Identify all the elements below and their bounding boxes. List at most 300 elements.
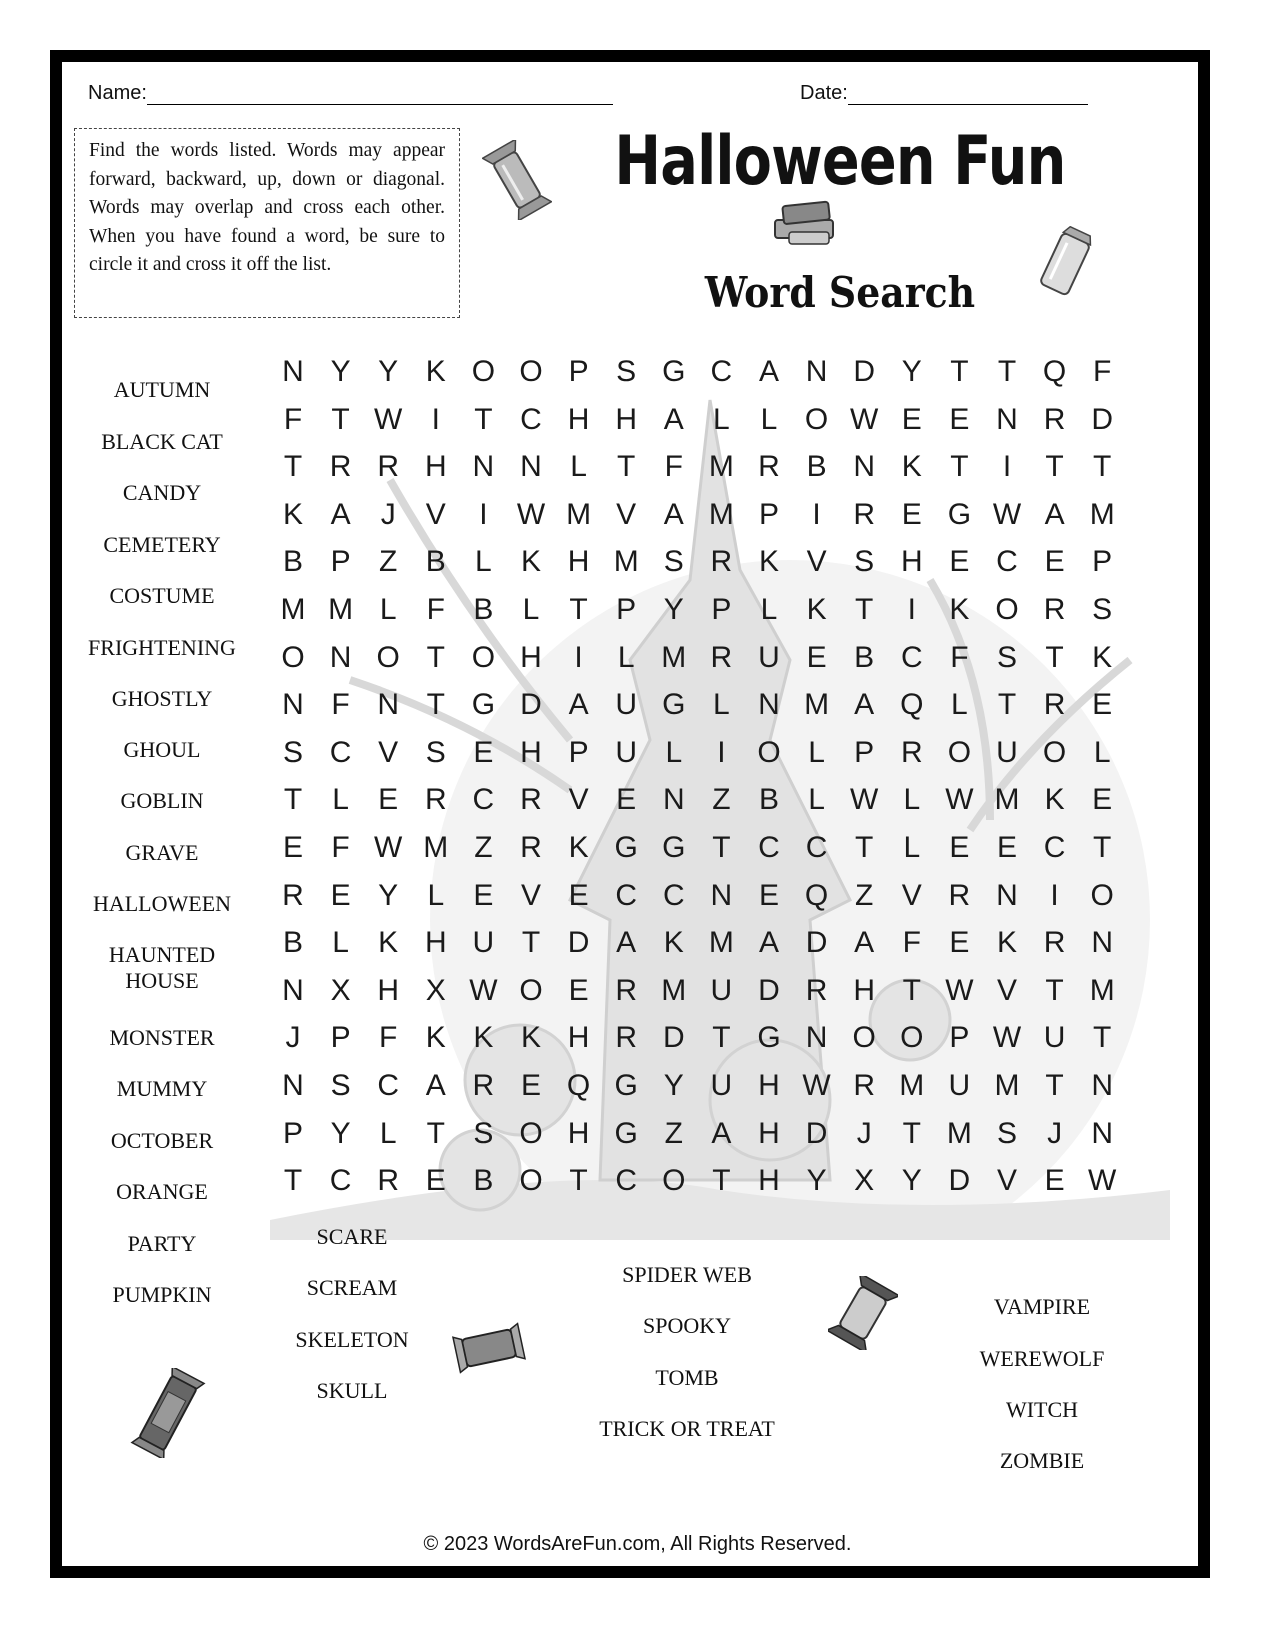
- grid-letter[interactable]: I: [1050, 878, 1059, 912]
- grid-letter[interactable]: T: [426, 640, 445, 674]
- grid-letter[interactable]: O: [519, 1116, 543, 1150]
- grid-letter[interactable]: A: [711, 1116, 732, 1150]
- grid-letter[interactable]: N: [282, 1069, 304, 1102]
- grid-letter[interactable]: L: [903, 831, 921, 864]
- grid-letter[interactable]: E: [616, 783, 637, 817]
- grid-letter[interactable]: R: [615, 973, 638, 1007]
- grid-letter[interactable]: Z: [379, 545, 398, 579]
- grid-letter[interactable]: L: [332, 926, 349, 960]
- grid-letter[interactable]: V: [996, 1164, 1017, 1198]
- grid-letter[interactable]: R: [520, 783, 542, 817]
- grid-letter[interactable]: E: [996, 831, 1017, 864]
- grid-letter[interactable]: R: [615, 1021, 638, 1055]
- grid-letter[interactable]: V: [425, 497, 446, 531]
- grid-letter[interactable]: N: [520, 450, 542, 484]
- grid-letter[interactable]: T: [855, 831, 874, 864]
- grid-letter[interactable]: O: [995, 593, 1019, 626]
- grid-letter[interactable]: R: [377, 1164, 400, 1198]
- grid-letter[interactable]: M: [708, 926, 734, 960]
- grid-letter[interactable]: D: [758, 973, 780, 1007]
- grid-letter[interactable]: S: [663, 545, 684, 579]
- grid-letter[interactable]: H: [853, 973, 876, 1007]
- grid-letter[interactable]: R: [710, 640, 733, 674]
- grid-letter[interactable]: D: [805, 926, 828, 960]
- grid-letter[interactable]: O: [757, 735, 781, 769]
- grid-letter[interactable]: N: [758, 688, 780, 722]
- grid-letter[interactable]: E: [378, 783, 399, 817]
- grid-letter[interactable]: E: [901, 402, 922, 436]
- grid-letter[interactable]: S: [996, 1116, 1017, 1150]
- grid-letter[interactable]: R: [900, 735, 923, 769]
- grid-letter[interactable]: M: [708, 497, 734, 531]
- grid-letter[interactable]: O: [281, 640, 305, 674]
- grid-letter[interactable]: R: [1043, 688, 1066, 722]
- grid-letter[interactable]: T: [283, 450, 303, 484]
- grid-letter[interactable]: D: [805, 1116, 828, 1150]
- grid-letter[interactable]: R: [472, 1069, 495, 1102]
- grid-letter[interactable]: K: [758, 545, 779, 579]
- grid-letter[interactable]: R: [805, 973, 828, 1007]
- grid-letter[interactable]: I: [1002, 450, 1012, 484]
- grid-letter[interactable]: A: [663, 402, 684, 436]
- grid-letter[interactable]: N: [329, 640, 352, 674]
- grid-letter[interactable]: I: [812, 497, 821, 531]
- grid-letter[interactable]: H: [424, 926, 447, 960]
- grid-letter[interactable]: S: [425, 735, 446, 769]
- grid-letter[interactable]: Z: [474, 831, 493, 864]
- grid-letter[interactable]: L: [379, 1116, 397, 1150]
- grid-letter[interactable]: Y: [330, 1116, 351, 1150]
- grid-letter[interactable]: M: [280, 593, 306, 626]
- grid-letter[interactable]: I: [574, 640, 583, 674]
- grid-letter[interactable]: R: [1043, 593, 1066, 626]
- grid-letter[interactable]: E: [330, 878, 351, 912]
- grid-letter[interactable]: X: [425, 973, 446, 1007]
- grid-letter[interactable]: G: [614, 1116, 638, 1150]
- grid-letter[interactable]: G: [662, 688, 686, 722]
- grid-letter[interactable]: Z: [855, 878, 874, 912]
- grid-letter[interactable]: G: [947, 497, 972, 531]
- grid-letter[interactable]: M: [946, 1116, 972, 1150]
- grid-letter[interactable]: G: [614, 1069, 638, 1102]
- grid-letter[interactable]: P: [568, 355, 589, 388]
- date-line[interactable]: [848, 86, 1088, 105]
- grid-letter[interactable]: K: [520, 545, 541, 579]
- grid-letter[interactable]: Z: [664, 1116, 683, 1150]
- grid-letter[interactable]: M: [423, 831, 449, 864]
- grid-letter[interactable]: E: [806, 640, 827, 674]
- grid-letter[interactable]: T: [712, 831, 731, 864]
- grid-letter[interactable]: T: [950, 355, 969, 388]
- grid-letter[interactable]: R: [710, 545, 733, 579]
- date-field[interactable]: [800, 82, 1088, 105]
- grid-letter[interactable]: C: [1043, 831, 1066, 864]
- grid-letter[interactable]: K: [949, 593, 970, 626]
- grid-letter[interactable]: X: [854, 1164, 875, 1198]
- grid-letter[interactable]: Y: [663, 1069, 684, 1102]
- grid-letter[interactable]: Q: [900, 688, 924, 722]
- grid-letter[interactable]: L: [903, 783, 921, 817]
- grid-letter[interactable]: B: [806, 450, 827, 484]
- grid-letter[interactable]: E: [949, 831, 970, 864]
- grid-letter[interactable]: F: [1093, 355, 1112, 388]
- grid-letter[interactable]: C: [710, 355, 733, 388]
- grid-letter[interactable]: C: [520, 402, 542, 436]
- grid-letter[interactable]: F: [950, 640, 969, 674]
- grid-letter[interactable]: W: [945, 783, 974, 817]
- grid-letter[interactable]: K: [663, 926, 684, 960]
- grid-letter[interactable]: L: [713, 688, 730, 722]
- grid-letter[interactable]: O: [1042, 735, 1067, 769]
- grid-letter[interactable]: R: [948, 878, 971, 912]
- grid-letter[interactable]: N: [1091, 926, 1114, 960]
- grid-letter[interactable]: T: [712, 1164, 731, 1198]
- grid-letter[interactable]: M: [994, 783, 1020, 817]
- grid-letter[interactable]: D: [1091, 402, 1114, 436]
- grid-letter[interactable]: M: [661, 973, 687, 1007]
- grid-letter[interactable]: G: [614, 831, 638, 864]
- grid-letter[interactable]: S: [1092, 593, 1113, 626]
- grid-letter[interactable]: U: [996, 735, 1018, 769]
- grid-letter[interactable]: K: [520, 1021, 541, 1055]
- grid-letter[interactable]: L: [570, 450, 587, 484]
- grid-letter[interactable]: A: [616, 926, 637, 960]
- grid-letter[interactable]: L: [475, 545, 492, 579]
- grid-letter[interactable]: Y: [378, 355, 399, 388]
- grid-letter[interactable]: A: [854, 688, 875, 722]
- grid-letter[interactable]: A: [663, 497, 684, 531]
- grid-letter[interactable]: T: [1093, 1021, 1112, 1055]
- grid-letter[interactable]: E: [949, 402, 970, 436]
- grid-letter[interactable]: N: [282, 688, 304, 722]
- grid-letter[interactable]: N: [805, 1021, 828, 1055]
- grid-letter[interactable]: M: [994, 1069, 1020, 1102]
- grid-letter[interactable]: Y: [663, 593, 684, 626]
- grid-letter[interactable]: Y: [330, 355, 351, 388]
- grid-letter[interactable]: E: [949, 545, 970, 579]
- grid-letter[interactable]: W: [469, 973, 498, 1007]
- grid-letter[interactable]: L: [951, 688, 968, 722]
- grid-letter[interactable]: P: [1092, 545, 1113, 579]
- grid-letter[interactable]: T: [1045, 640, 1064, 674]
- grid-letter[interactable]: D: [567, 926, 590, 960]
- grid-letter[interactable]: T: [855, 593, 874, 626]
- grid-letter[interactable]: O: [519, 355, 543, 388]
- grid-letter[interactable]: C: [329, 1164, 352, 1198]
- grid-letter[interactable]: O: [1090, 878, 1114, 912]
- grid-letter[interactable]: Y: [806, 1164, 827, 1198]
- grid-letter[interactable]: N: [996, 878, 1018, 912]
- grid-letter[interactable]: G: [662, 355, 686, 388]
- grid-letter[interactable]: R: [329, 450, 352, 484]
- grid-letter[interactable]: H: [758, 1164, 780, 1198]
- grid-letter[interactable]: V: [378, 735, 399, 769]
- grid-letter[interactable]: W: [850, 402, 879, 436]
- grid-letter[interactable]: O: [471, 355, 496, 388]
- grid-letter[interactable]: R: [520, 831, 542, 864]
- grid-letter[interactable]: K: [1092, 640, 1113, 674]
- grid-letter[interactable]: M: [1089, 497, 1115, 531]
- grid-letter[interactable]: W: [992, 497, 1022, 531]
- grid-letter[interactable]: W: [516, 497, 546, 531]
- grid-letter[interactable]: R: [758, 450, 780, 484]
- grid-letter[interactable]: D: [662, 1021, 685, 1055]
- grid-letter[interactable]: D: [853, 355, 876, 388]
- grid-letter[interactable]: S: [854, 545, 875, 579]
- grid-letter[interactable]: A: [330, 497, 351, 531]
- grid-letter[interactable]: V: [568, 783, 589, 817]
- grid-letter[interactable]: K: [473, 1021, 494, 1055]
- grid-letter[interactable]: T: [617, 450, 636, 484]
- grid-letter[interactable]: N: [853, 450, 876, 484]
- grid-letter[interactable]: O: [852, 1021, 876, 1055]
- grid-letter[interactable]: V: [520, 878, 541, 912]
- grid-letter[interactable]: P: [330, 1021, 351, 1055]
- grid-letter[interactable]: B: [758, 783, 779, 817]
- grid-letter[interactable]: V: [901, 878, 922, 912]
- grid-letter[interactable]: N: [1091, 1116, 1114, 1150]
- grid-letter[interactable]: G: [757, 1021, 781, 1055]
- grid-letter[interactable]: P: [949, 1021, 970, 1055]
- grid-letter[interactable]: O: [662, 1164, 686, 1198]
- grid-letter[interactable]: N: [805, 355, 828, 388]
- grid-letter[interactable]: S: [330, 1069, 351, 1102]
- grid-letter[interactable]: N: [377, 688, 400, 722]
- grid-letter[interactable]: B: [473, 1164, 494, 1198]
- grid-letter[interactable]: N: [472, 450, 495, 484]
- grid-letter[interactable]: M: [708, 450, 734, 484]
- grid-letter[interactable]: K: [378, 926, 399, 960]
- grid-letter[interactable]: E: [473, 735, 494, 769]
- grid-letter[interactable]: N: [1091, 1069, 1114, 1102]
- grid-letter[interactable]: S: [996, 640, 1017, 674]
- grid-letter[interactable]: O: [471, 640, 496, 674]
- grid-letter[interactable]: L: [1093, 735, 1111, 769]
- grid-letter[interactable]: E: [949, 926, 970, 960]
- grid-letter[interactable]: N: [710, 878, 733, 912]
- grid-letter[interactable]: E: [282, 831, 303, 864]
- grid-letter[interactable]: T: [474, 402, 493, 436]
- grid-letter[interactable]: I: [479, 497, 488, 531]
- grid-letter[interactable]: R: [424, 783, 447, 817]
- grid-letter[interactable]: F: [379, 1021, 398, 1055]
- grid-letter[interactable]: I: [907, 593, 916, 626]
- grid-letter[interactable]: E: [901, 497, 922, 531]
- grid-letter[interactable]: D: [520, 688, 542, 722]
- grid-letter[interactable]: M: [328, 593, 354, 626]
- grid-letter[interactable]: B: [854, 640, 875, 674]
- grid-letter[interactable]: E: [1044, 545, 1065, 579]
- grid-letter[interactable]: T: [712, 1021, 731, 1055]
- grid-letter[interactable]: M: [566, 497, 592, 531]
- grid-letter[interactable]: F: [902, 926, 921, 960]
- grid-letter[interactable]: S: [473, 1116, 494, 1150]
- grid-letter[interactable]: W: [374, 831, 403, 864]
- grid-letter[interactable]: E: [1044, 1164, 1065, 1198]
- grid-letter[interactable]: W: [945, 973, 974, 1007]
- grid-letter[interactable]: I: [431, 402, 440, 436]
- grid-letter[interactable]: T: [283, 783, 303, 817]
- grid-letter[interactable]: T: [1045, 450, 1064, 484]
- grid-letter[interactable]: N: [996, 402, 1018, 436]
- grid-letter[interactable]: A: [425, 1069, 446, 1102]
- name-line[interactable]: [147, 86, 613, 105]
- grid-letter[interactable]: J: [285, 1021, 301, 1055]
- grid-letter[interactable]: F: [331, 831, 350, 864]
- grid-letter[interactable]: N: [662, 783, 685, 817]
- grid-letter[interactable]: K: [901, 450, 922, 484]
- grid-letter[interactable]: G: [471, 688, 496, 722]
- grid-letter[interactable]: B: [282, 545, 303, 579]
- grid-letter[interactable]: V: [806, 545, 827, 579]
- grid-letter[interactable]: H: [567, 1021, 590, 1055]
- grid-letter[interactable]: C: [329, 735, 352, 769]
- grid-letter[interactable]: H: [567, 1116, 590, 1150]
- grid-letter[interactable]: Q: [566, 1069, 591, 1102]
- grid-letter[interactable]: C: [615, 1164, 638, 1198]
- grid-letter[interactable]: T: [1045, 1069, 1064, 1102]
- grid-letter[interactable]: G: [662, 831, 686, 864]
- grid-letter[interactable]: C: [472, 783, 495, 817]
- grid-letter[interactable]: E: [520, 1069, 541, 1102]
- grid-letter[interactable]: C: [377, 1069, 400, 1102]
- grid-letter[interactable]: H: [520, 640, 542, 674]
- grid-letter[interactable]: Y: [901, 1164, 922, 1198]
- grid-letter[interactable]: J: [1047, 1116, 1063, 1150]
- grid-letter[interactable]: K: [425, 355, 446, 388]
- grid-letter[interactable]: E: [1092, 783, 1113, 817]
- grid-letter[interactable]: T: [950, 450, 969, 484]
- grid-letter[interactable]: T: [902, 1116, 921, 1150]
- grid-letter[interactable]: W: [374, 402, 403, 436]
- grid-letter[interactable]: T: [1045, 973, 1064, 1007]
- grid-letter[interactable]: T: [1093, 831, 1112, 864]
- grid-letter[interactable]: L: [665, 735, 683, 769]
- grid-letter[interactable]: R: [853, 1069, 876, 1102]
- grid-letter[interactable]: U: [710, 1069, 733, 1102]
- grid-letter[interactable]: A: [568, 688, 589, 722]
- grid-letter[interactable]: H: [567, 402, 590, 436]
- grid-letter[interactable]: H: [377, 973, 400, 1007]
- grid-letter[interactable]: M: [1089, 973, 1115, 1007]
- grid-letter[interactable]: E: [568, 878, 589, 912]
- grid-letter[interactable]: I: [717, 735, 726, 769]
- grid-letter[interactable]: E: [473, 878, 494, 912]
- grid-letter[interactable]: O: [519, 973, 543, 1007]
- grid-letter[interactable]: T: [997, 688, 1017, 722]
- grid-letter[interactable]: L: [379, 593, 397, 626]
- grid-letter[interactable]: L: [808, 783, 825, 817]
- grid-letter[interactable]: H: [520, 735, 542, 769]
- grid-letter[interactable]: P: [758, 497, 779, 531]
- grid-letter[interactable]: L: [617, 640, 635, 674]
- grid-letter[interactable]: Q: [804, 878, 829, 912]
- grid-letter[interactable]: R: [282, 878, 304, 912]
- grid-letter[interactable]: M: [661, 640, 687, 674]
- grid-letter[interactable]: C: [662, 878, 685, 912]
- grid-letter[interactable]: O: [804, 402, 829, 436]
- grid-letter[interactable]: H: [615, 402, 638, 436]
- grid-letter[interactable]: R: [853, 497, 876, 531]
- grid-letter[interactable]: B: [282, 926, 303, 960]
- grid-letter[interactable]: L: [332, 783, 349, 817]
- grid-letter[interactable]: B: [473, 593, 494, 626]
- grid-letter[interactable]: K: [806, 593, 827, 626]
- grid-letter[interactable]: K: [282, 497, 303, 531]
- grid-letter[interactable]: O: [947, 735, 972, 769]
- grid-letter[interactable]: U: [615, 735, 638, 769]
- grid-letter[interactable]: T: [569, 1164, 588, 1198]
- grid-letter[interactable]: C: [900, 640, 923, 674]
- grid-letter[interactable]: P: [568, 735, 589, 769]
- grid-letter[interactable]: P: [854, 735, 875, 769]
- grid-letter[interactable]: P: [616, 593, 637, 626]
- grid-letter[interactable]: M: [804, 688, 830, 722]
- grid-letter[interactable]: U: [710, 973, 733, 1007]
- grid-letter[interactable]: F: [426, 593, 445, 626]
- grid-letter[interactable]: W: [1088, 1164, 1117, 1198]
- grid-letter[interactable]: M: [613, 545, 639, 579]
- grid-letter[interactable]: C: [805, 831, 828, 864]
- grid-letter[interactable]: T: [521, 926, 541, 960]
- grid-letter[interactable]: H: [758, 1116, 780, 1150]
- grid-letter[interactable]: X: [330, 973, 351, 1007]
- grid-letter[interactable]: V: [616, 497, 637, 531]
- grid-letter[interactable]: T: [426, 688, 445, 722]
- grid-letter[interactable]: U: [615, 688, 638, 722]
- grid-letter[interactable]: A: [758, 355, 779, 388]
- grid-letter[interactable]: B: [425, 545, 446, 579]
- grid-letter[interactable]: H: [424, 450, 447, 484]
- grid-letter[interactable]: U: [758, 640, 780, 674]
- grid-letter[interactable]: Y: [901, 355, 922, 388]
- grid-letter[interactable]: A: [1044, 497, 1065, 531]
- grid-letter[interactable]: K: [1044, 783, 1065, 817]
- grid-letter[interactable]: M: [899, 1069, 925, 1102]
- grid-letter[interactable]: O: [900, 1021, 924, 1055]
- grid-letter[interactable]: U: [948, 1069, 971, 1102]
- grid-letter[interactable]: E: [568, 973, 589, 1007]
- grid-letter[interactable]: E: [1092, 688, 1113, 722]
- grid-letter[interactable]: C: [996, 545, 1018, 579]
- grid-letter[interactable]: P: [330, 545, 351, 579]
- grid-letter[interactable]: F: [331, 688, 350, 722]
- grid-letter[interactable]: T: [569, 593, 588, 626]
- grid-letter[interactable]: C: [615, 878, 638, 912]
- grid-letter[interactable]: F: [283, 402, 303, 436]
- grid-letter[interactable]: L: [760, 593, 778, 626]
- grid-letter[interactable]: H: [758, 1069, 780, 1102]
- grid-letter[interactable]: E: [425, 1164, 446, 1198]
- grid-letter[interactable]: C: [758, 831, 780, 864]
- grid-letter[interactable]: W: [802, 1069, 831, 1102]
- name-field[interactable]: [88, 82, 613, 105]
- grid-letter[interactable]: T: [331, 402, 350, 436]
- grid-letter[interactable]: A: [758, 926, 779, 960]
- grid-letter[interactable]: U: [1043, 1021, 1066, 1055]
- grid-letter[interactable]: N: [282, 973, 304, 1007]
- grid-letter[interactable]: T: [1093, 450, 1112, 484]
- grid-letter[interactable]: L: [427, 878, 445, 912]
- grid-letter[interactable]: J: [856, 1116, 872, 1150]
- grid-letter[interactable]: H: [567, 545, 590, 579]
- grid-letter[interactable]: O: [376, 640, 400, 674]
- grid-letter[interactable]: R: [377, 450, 400, 484]
- grid-letter[interactable]: F: [664, 450, 683, 484]
- grid-letter[interactable]: V: [996, 973, 1017, 1007]
- grid-letter[interactable]: H: [900, 545, 923, 579]
- grid-letter[interactable]: L: [713, 402, 730, 436]
